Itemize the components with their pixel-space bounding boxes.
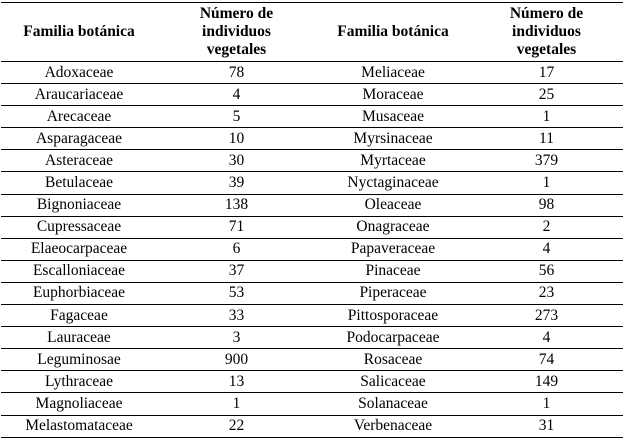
botanical-families-table (1, 2, 623, 438)
count-left-cell: 39 (157, 172, 316, 194)
count-right-cell: 11 (470, 128, 623, 150)
count-right-cell: 1 (470, 172, 623, 194)
header-count-left-line3: vegetales (206, 41, 267, 58)
family-right-cell: Salicaceae (316, 371, 470, 393)
count-left-cell: 30 (157, 150, 316, 172)
family-left-cell: Bignoniaceae (1, 194, 157, 216)
table-row (1, 172, 623, 194)
count-left-cell: 3 (157, 327, 316, 349)
family-left-cell: Leguminosae (1, 349, 157, 371)
count-right-cell: 149 (470, 371, 623, 393)
count-left-cell: 900 (157, 349, 316, 371)
count-right-cell: 17 (470, 62, 623, 84)
table-row (1, 84, 623, 106)
count-right-cell: 379 (470, 150, 623, 172)
header-count-left-line2: individuos (202, 23, 271, 40)
family-left-cell: Asteraceae (1, 150, 157, 172)
family-left-cell: Adoxaceae (1, 62, 157, 84)
header-row (1, 3, 623, 62)
count-right-cell: 1 (470, 393, 623, 415)
header-count-left-line1: Número de (199, 5, 274, 22)
header-family-right: Familia botánica (316, 3, 470, 62)
family-left-cell: Melastomataceae (1, 415, 157, 437)
family-left-cell: Cupressaceae (1, 216, 157, 238)
family-left-cell: Fagaceae (1, 305, 157, 327)
family-left-cell: Betulaceae (1, 172, 157, 194)
count-right-cell: 4 (470, 327, 623, 349)
family-right-cell: Nyctaginaceae (316, 172, 470, 194)
family-right-cell: Onagraceae (316, 216, 470, 238)
count-right-cell: 74 (470, 349, 623, 371)
count-left-cell: 1 (157, 393, 316, 415)
family-right-cell: Myrtaceae (316, 150, 470, 172)
count-right-cell: 1 (470, 106, 623, 128)
family-left-cell: Lythraceae (1, 371, 157, 393)
family-right-cell: Verbenaceae (316, 415, 470, 437)
header-count-right-line3: vegetales (516, 41, 577, 58)
family-left-cell: Escalloniaceae (1, 260, 157, 282)
count-left-cell: 13 (157, 371, 316, 393)
table-row (1, 238, 623, 260)
count-left-cell: 4 (157, 84, 316, 106)
header-count-left (157, 3, 316, 62)
table-row (1, 327, 623, 349)
count-left-cell: 71 (157, 216, 316, 238)
count-right-cell: 56 (470, 260, 623, 282)
family-left-cell: Araucariaceae (1, 84, 157, 106)
family-right-cell: Piperaceae (316, 282, 470, 304)
family-right-cell: Moraceae (316, 84, 470, 106)
header-count-right-line1: Número de (509, 5, 584, 22)
count-left-cell: 138 (157, 194, 316, 216)
count-right-cell: 25 (470, 84, 623, 106)
count-right-cell: 23 (470, 282, 623, 304)
count-left-cell: 6 (157, 238, 316, 260)
count-right-cell: 4 (470, 238, 623, 260)
header-family-left: Familia botánica (1, 3, 157, 62)
family-left-cell: Lauraceae (1, 327, 157, 349)
count-left-cell: 5 (157, 106, 316, 128)
table-row (1, 128, 623, 150)
family-left-cell: Arecaceae (1, 106, 157, 128)
table-row (1, 194, 623, 216)
table-row (1, 216, 623, 238)
count-left-cell: 10 (157, 128, 316, 150)
header-count-right (470, 3, 623, 62)
table-row (1, 371, 623, 393)
count-left-cell: 33 (157, 305, 316, 327)
count-right-cell: 98 (470, 194, 623, 216)
table-row (1, 282, 623, 304)
table-row (1, 106, 623, 128)
count-left-cell: 78 (157, 62, 316, 84)
family-right-cell: Rosaceae (316, 349, 470, 371)
table-row (1, 349, 623, 371)
family-left-cell: Elaeocarpaceae (1, 238, 157, 260)
table-row (1, 150, 623, 172)
family-right-cell: Oleaceae (316, 194, 470, 216)
family-left-cell: Euphorbiaceae (1, 282, 157, 304)
table-row (1, 62, 623, 84)
count-right-cell: 31 (470, 415, 623, 437)
family-right-cell: Musaceae (316, 106, 470, 128)
count-right-cell: 2 (470, 216, 623, 238)
table-row (1, 393, 623, 415)
table-row (1, 305, 623, 327)
family-right-cell: Pinaceae (316, 260, 470, 282)
header-count-right-line2: individuos (512, 23, 581, 40)
family-left-cell: Asparagaceae (1, 128, 157, 150)
count-right-cell: 273 (470, 305, 623, 327)
table-row (1, 260, 623, 282)
table-row (1, 415, 623, 437)
family-left-cell: Magnoliaceae (1, 393, 157, 415)
count-left-cell: 37 (157, 260, 316, 282)
family-right-cell: Meliaceae (316, 62, 470, 84)
family-right-cell: Solanaceae (316, 393, 470, 415)
family-right-cell: Myrsinaceae (316, 128, 470, 150)
table-body (1, 62, 623, 438)
family-right-cell: Papaveraceae (316, 238, 470, 260)
count-left-cell: 53 (157, 282, 316, 304)
count-left-cell: 22 (157, 415, 316, 437)
family-right-cell: Pittosporaceae (316, 305, 470, 327)
family-right-cell: Podocarpaceae (316, 327, 470, 349)
